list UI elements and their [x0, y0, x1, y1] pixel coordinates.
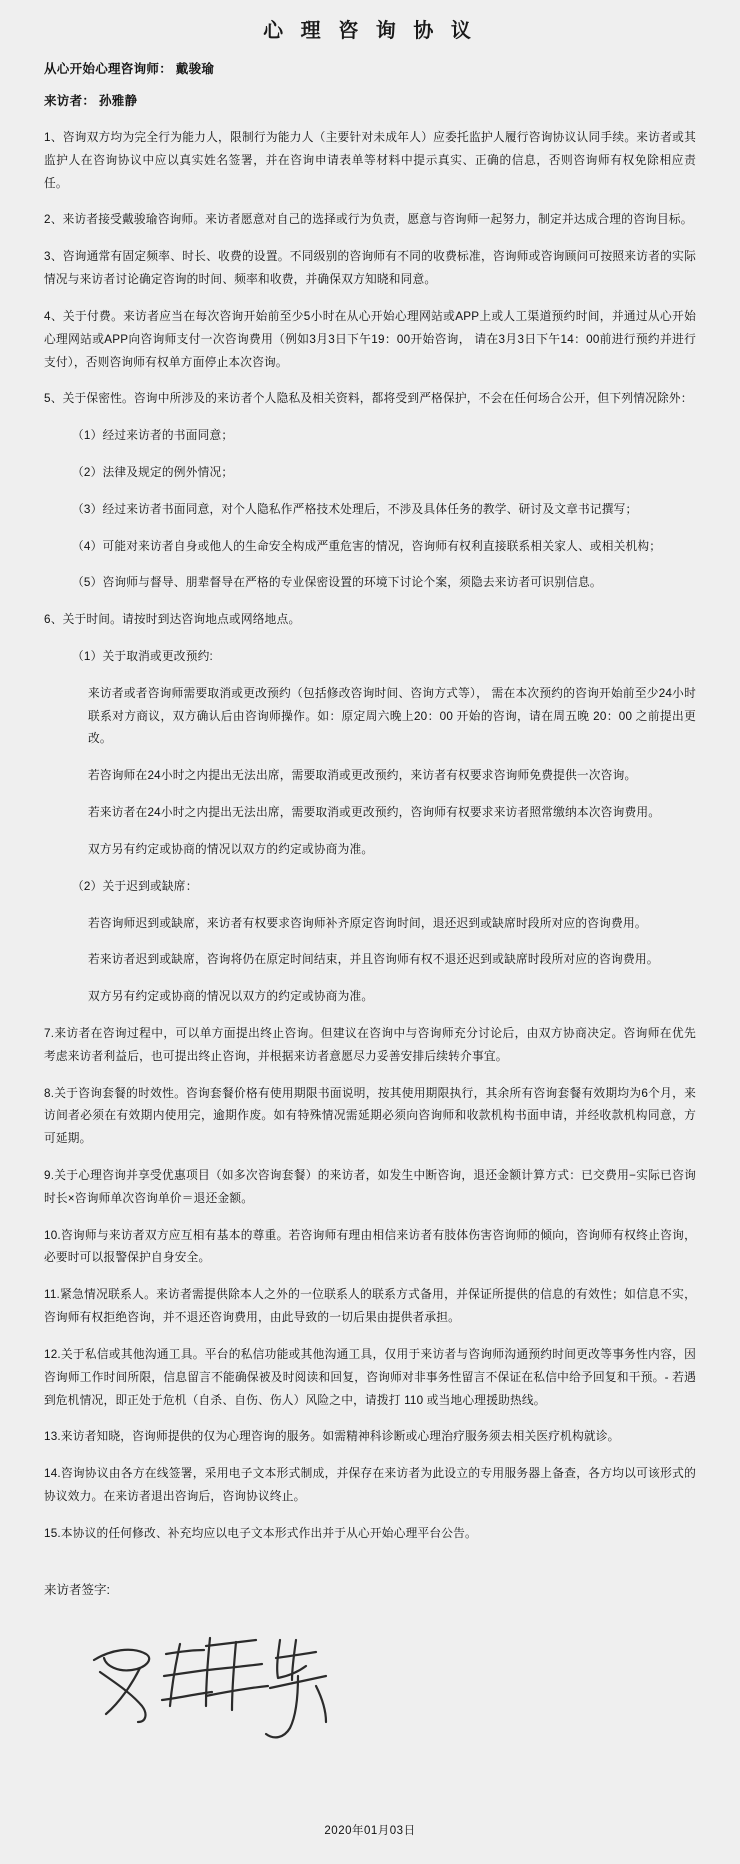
- clause-1: 1、咨询双方均为完全行为能力人，限制行为能力人（主要针对未成年人）应委托监护人履行咨询协议认同手续。来访者或其监护人在咨询协议中应以真实姓名签署，并在咨询申请表单等材料中提示真实、正确的信息，否则咨询师有权免除相应责任。: [44, 131, 696, 190]
- client-line: 来访者： 孙雅静: [44, 94, 138, 108]
- signature-date: 2020年01月03日: [324, 1824, 416, 1837]
- clause-15: 15.本协议的任何修改、补充均应以电子文本形式作出并于从心开始心理平台公告。: [44, 1526, 477, 1540]
- clause-8: 8.关于咨询套餐的时效性。咨询套餐价格有使用期限书面说明，按其使用期限执行，其余所有咨询套餐有效期均为6个月，来访间者必须在有效期内使用完，逾期作废。如有特殊情况需延期必须向咨询师和收款机构书面申请，并经收款机构同意，方可延期。: [44, 1086, 696, 1146]
- time-sub1-paragraph-2: 若咨询师在24小时之内提出无法出席，需要取消或更改预约，来访者有权要求咨询师免费提供一次咨询。: [88, 769, 637, 783]
- clause-6: 6、关于时间。请按时到达咨询地点或网络地点。: [44, 613, 301, 627]
- signature-area: [44, 1604, 696, 1814]
- time-sub2-paragraph-2: 若来访者迟到或缺席，咨询将仍在原定时间结束，并且咨询师有权不退还迟到或缺席时段所对应的咨询费用。: [88, 953, 659, 967]
- confidentiality-item-3: （3）经过来访者书面同意，对个人隐私作严格技术处理后，不涉及具体任务的教学、研讨及文章书记撰写；: [72, 502, 638, 516]
- time-sub1-title: （1）关于取消或更改预约:: [72, 650, 213, 663]
- clause-14: 14.咨询协议由各方在线签署，采用电子文本形式制成，并保存在来访者为此设立的专用服务器上备查，各方均以可该形式的协议效力。在来访者退出咨询后，咨询协议终止。: [44, 1467, 696, 1503]
- time-sub2-paragraph-3: 双方另有约定或协商的情况以双方的约定或协商为准。: [88, 990, 374, 1004]
- confidentiality-item-1: （1）经过来访者的书面同意；: [72, 429, 234, 443]
- clause-12: 12.关于私信或其他沟通工具。平台的私信功能或其他沟通工具，仅用于来访者与咨询师沟通预约时间更改等事务性内容，因咨询师工作时间所限，信息留言不能确保被及时阅读和回复，咨询师对非事务性留言不保证在私信中给予回复和干预。- 若遇到危机情况，即正处于危机（自杀、自伤、伤人）风险之中，请拨打 110 或当地心理援助热线。: [44, 1347, 696, 1407]
- clause-5: 5、关于保密性。咨询中所涉及的来访者个人隐私及相关资料，都将受到严格保护，不会在任何场合公开，但下列情况除外：: [44, 392, 693, 406]
- clause-13: 13.来访者知晓，咨询师提供的仅为心理咨询的服务。如需精神科诊断或心理治疗服务须去相关医疗机构就诊。: [44, 1430, 620, 1444]
- clause-11: 11.紧急情况联系人。来访者需提供除本人之外的一位联系人的联系方式备用，并保证所提供的信息的有效性；如信息不实，咨询师有权拒绝咨询，并不退还咨询费用，由此导致的一切后果由提供者承担。: [44, 1288, 696, 1325]
- clause-2: 2、来访者接受戴骏瑜咨询师。来访者愿意对自己的选择或行为负责，愿意与咨询师一起努力，制定并达成合理的咨询目标。: [44, 213, 693, 227]
- handwritten-signature: [84, 1610, 344, 1760]
- clause-3: 3、咨询通常有固定频率、时长、收费的设置。不同级别的咨询师有不同的收费标准，咨询师或咨询顾问可按照来访者的实际情况与来访者讨论确定咨询的时间、频率和收费，并确保双方知晓和同意。: [44, 250, 696, 287]
- signature-label: 来访者签字:: [44, 1582, 110, 1597]
- clause-4: 4、关于付费。来访者应当在每次咨询开始前至少5小时在从心开始心理网站或APP上或人工渠道预约时间，并通过从心开始心理网站或APP向咨询师支付一次咨询费用（例如3月3日下午19：00开始咨询， 请在3月3日下午14：00前进行预约并进行支付），否则咨询师有权单方面停止本次咨询。: [44, 309, 696, 369]
- time-sub1-paragraph-3: 若来访者在24小时之内提出无法出席，需要取消或更改预约，咨询师有权要求来访者照常缴纳本次咨询费用。: [88, 806, 661, 820]
- confidentiality-item-4: （4）可能对来访者自身或他人的生命安全构成严重危害的情况，咨询师有权利直接联系相关家人、或相关机构；: [72, 539, 662, 553]
- clause-7: 7.来访者在咨询过程中，可以单方面提出终止咨询。但建议在咨询中与咨询师充分讨论后，由双方协商决定。咨询师在优先考虑来访者利益后，也可提出终止咨询，并根据来访者意愿尽力妥善安排后续转介事宜。: [44, 1026, 696, 1063]
- page-title: 心 理 咨 询 协 议: [263, 20, 477, 42]
- clause-10: 10.咨询师与来访者双方应互相有基本的尊重。若咨询师有理由相信来访者有肢体伤害咨询师的倾向，咨询师有权终止咨询，必要时可以报警保护自身安全。: [44, 1228, 696, 1265]
- confidentiality-item-2: （2）法律及规定的例外情况；: [72, 465, 234, 479]
- confidentiality-item-5: （5）咨询师与督导、朋辈督导在严格的专业保密设置的环境下讨论个案，须隐去来访者可识别信息。: [72, 576, 602, 590]
- counselor-line: 从心开始心理咨询师： 戴骏瑜: [44, 62, 215, 76]
- time-sub2-paragraph-1: 若咨询师迟到或缺席，来访者有权要求咨询师补齐原定咨询时间，退还迟到或缺席时段所对应的咨询费用。: [88, 916, 647, 930]
- time-sub1-paragraph-4: 双方另有约定或协商的情况以双方的约定或协商为准。: [88, 842, 374, 856]
- time-sub2-title: （2）关于迟到或缺席：: [72, 879, 198, 893]
- time-sub1-paragraph-1: 来访者或者咨询师需要取消或更改预约（包括修改咨询时间、咨询方式等）， 需在本次预约的咨询开始前至少24小时联系对方商议，双方确认后由咨询师操作。如：原定周六晚上20：00 开始的咨询，请在周五晚 20：00 之前提出更改。: [88, 686, 696, 746]
- clause-9: 9.关于心理咨询并享受优惠项目（如多次咨询套餐）的来访者，如发生中断咨询，退还金额计算方式：已交费用−实际已咨询时长×咨询师单次咨询单价＝退还金额。: [44, 1169, 696, 1205]
